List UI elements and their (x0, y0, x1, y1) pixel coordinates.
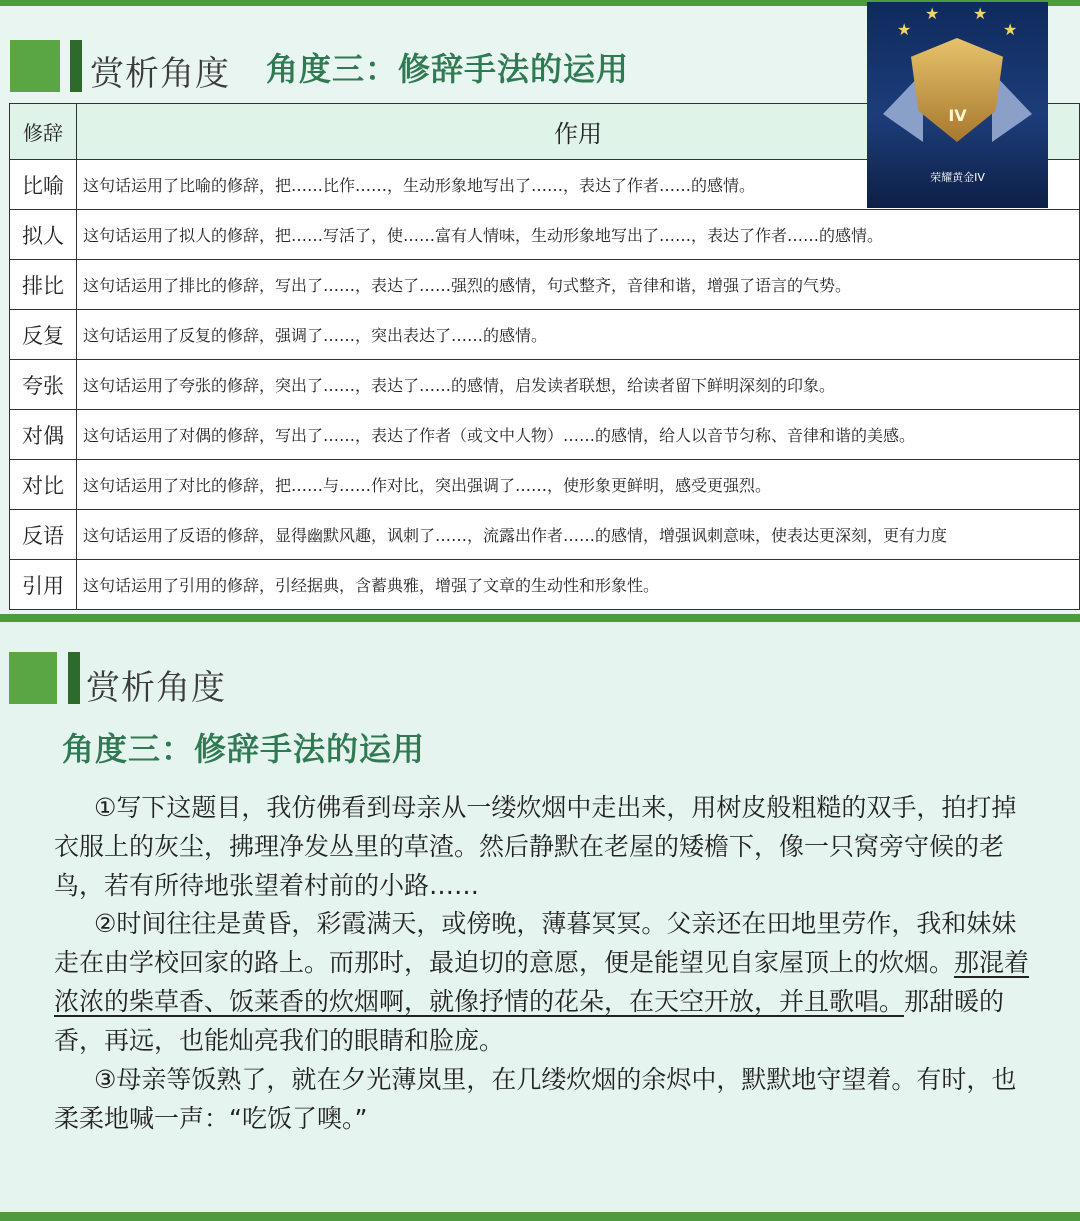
table-row (10, 210, 1080, 260)
paragraph-3 (54, 1060, 1034, 1138)
rank-badge-image (867, 2, 1048, 208)
rhetoric-name: 夸张 (10, 360, 77, 410)
rhetoric-name: 排比 (10, 260, 77, 310)
rhetoric-name: 对比 (10, 460, 77, 510)
paragraph-3-text: ③母亲等饭熟了，就在夕光薄岚里，在几缕炊烟的余烬中，默默地守望着。有时，也柔柔地喊一声：“吃饭了噢。” (54, 1065, 1017, 1133)
rank-roman-numeral: IV (948, 106, 967, 125)
rhetoric-effect: 这句话运用了反复的修辞，强调了……，突出表达了……的感情。 (77, 310, 1080, 360)
section-label: 赏析角度 (90, 54, 230, 94)
header-bar-icon (68, 652, 80, 704)
shield-emblem-icon (911, 38, 1003, 142)
section-label: 赏析角度 (86, 668, 226, 708)
bottom-border (0, 1212, 1080, 1221)
col-header-effect: 作用 (77, 104, 1080, 160)
table-row (10, 310, 1080, 360)
paragraph-1 (54, 788, 1034, 905)
rhetoric-name: 对偶 (10, 410, 77, 460)
paragraph-2 (54, 904, 1034, 1060)
table-row (10, 510, 1080, 560)
paragraph-2-text: ②时间往往是黄昏，彩霞满天，或傍晚，薄暮冥冥。父亲还在田地里劳作，我和妹妹走在由学校回家的路上。而那时，最迫切的意愿，便是能望见自家屋顶上的炊烟。 (54, 909, 1017, 977)
star-icon: ★ (925, 4, 940, 23)
col-header-rhetoric: 修辞 (10, 104, 77, 160)
rhetoric-effect: 这句话运用了比喻的修辞，把……比作……，生动形象地写出了……，表达了作者……的感情。 (77, 160, 1080, 210)
section-title: 角度三：修辞手法的运用 (62, 730, 426, 768)
header-square-icon (9, 652, 57, 704)
rhetoric-name: 反语 (10, 510, 77, 560)
star-icon: ★ (1003, 20, 1018, 39)
rhetoric-name: 拟人 (10, 210, 77, 260)
underlined-sentence: 那混着浓浓的柴草香、饭莱香的炊烟啊，就像抒情的花朵，在天空开放，并且歌唱。 (54, 948, 1030, 1016)
paragraph-1-text: ①写下这题目，我仿佛看到母亲从一缕炊烟中走出来，用树皮般粗糙的双手，拍打掉衣服上的灰尘，拂理净发丛里的草渣。然后静默在老屋的矮檐下，像一只窝旁守候的老鸟，若有所待地张望着村前的小路…… (54, 793, 1017, 900)
paragraph-2-tail: 那甜暖的香，再远，也能灿亮我们的眼睛和脸庞。 (54, 987, 1005, 1055)
rhetoric-name: 比喻 (10, 160, 77, 210)
rhetoric-effect: 这句话运用了对比的修辞，把……与……作对比，突出强调了……，使形象更鲜明，感受更强烈。 (77, 460, 1080, 510)
rank-label: 荣耀黄金IV (930, 171, 985, 184)
table-row (10, 560, 1080, 610)
rhetoric-name: 引用 (10, 560, 77, 610)
rhetoric-effect: 这句话运用了引用的修辞，引经据典，含蓄典雅，增强了文章的生动性和形象性。 (77, 560, 1080, 610)
slide-divider (0, 614, 1080, 622)
rhetoric-effect: 这句话运用了夸张的修辞，突出了……，表达了……的感情，启发读者联想，给读者留下鲜明深刻的印象。 (77, 360, 1080, 410)
star-icon: ★ (973, 4, 988, 23)
header-square-icon (10, 40, 60, 92)
table-row (10, 460, 1080, 510)
table-row (10, 410, 1080, 460)
rhetoric-effect: 这句话运用了反语的修辞，显得幽默风趣，讽刺了……，流露出作者……的感情，增强讽刺意味，使表达更深刻，更有力度 (77, 510, 1080, 560)
rhetoric-effect: 这句话运用了排比的修辞，写出了……，表达了……强烈的感情，句式整齐，音律和谐，增强了语言的气势。 (77, 260, 1080, 310)
header-bar-icon (70, 40, 82, 92)
section-title: 角度三：修辞手法的运用 (266, 50, 630, 88)
table-row (10, 360, 1080, 410)
star-icon: ★ (897, 20, 912, 39)
rhetoric-effect: 这句话运用了对偶的修辞，写出了……，表达了作者（或文中人物）……的感情，给人以音节匀称、音律和谐的美感。 (77, 410, 1080, 460)
table-row (10, 260, 1080, 310)
rhetoric-name: 反复 (10, 310, 77, 360)
rhetoric-effect: 这句话运用了拟人的修辞，把……写活了，使……富有人情味，生动形象地写出了……，表达了作者……的感情。 (77, 210, 1080, 260)
